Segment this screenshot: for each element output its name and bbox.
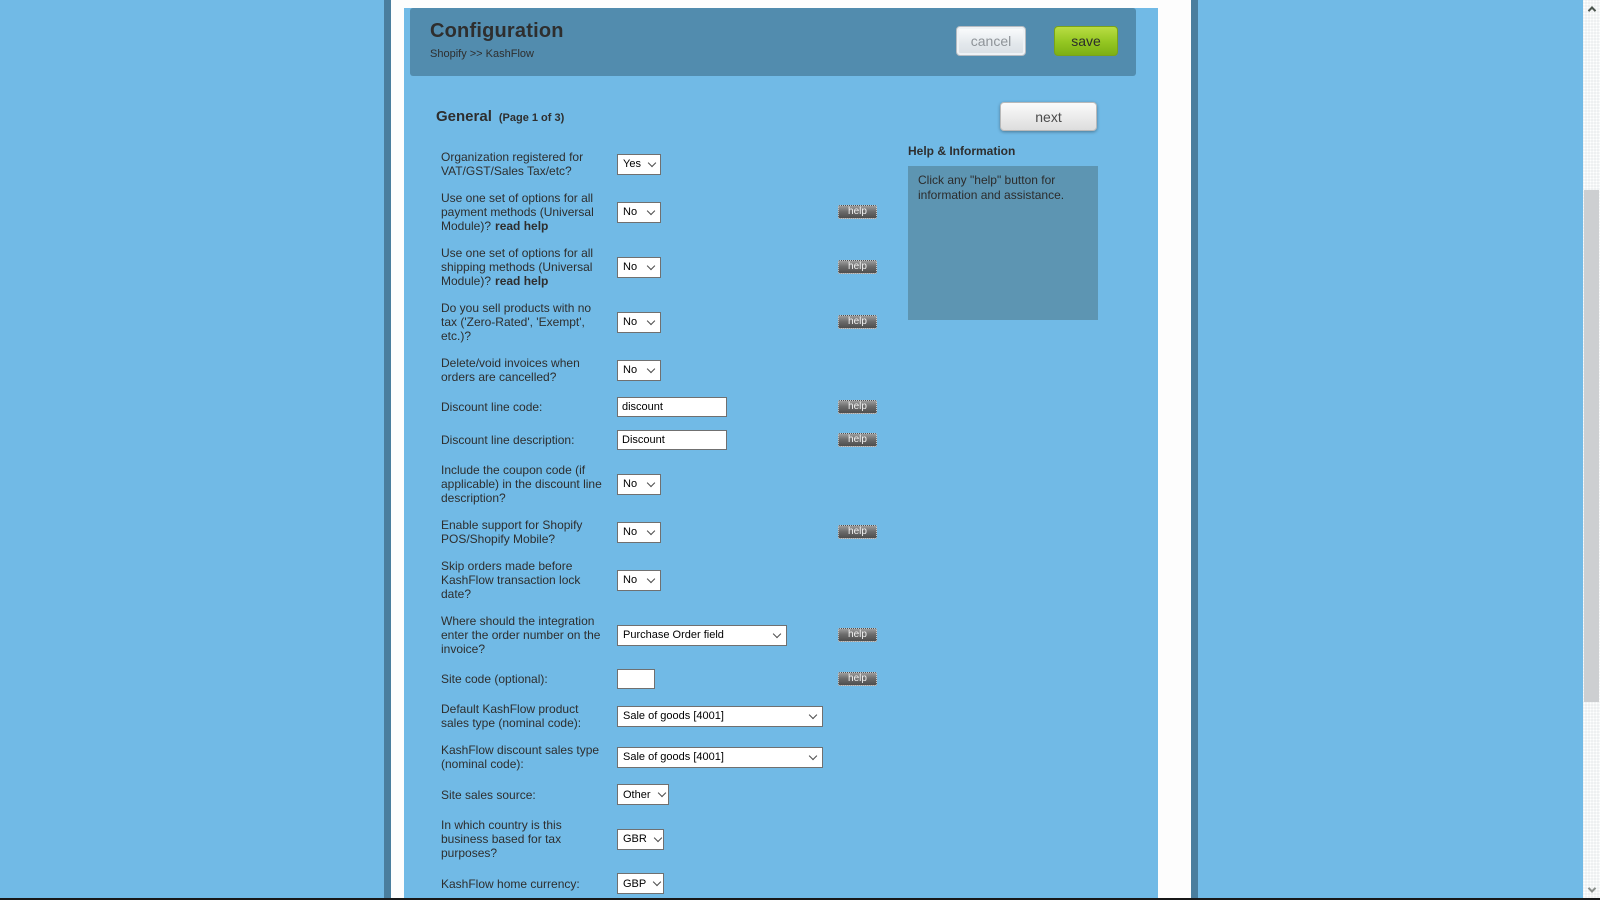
skip-orders-select[interactable]: No — [617, 570, 661, 591]
field-label: Organization registered for VAT/GST/Sales Tax/etc? — [441, 150, 584, 178]
help-button[interactable]: help — [838, 315, 877, 329]
pos-support-select[interactable]: No — [617, 522, 661, 543]
form-row-site-code — [441, 669, 921, 689]
cancel-button[interactable]: cancel — [956, 26, 1026, 56]
read-help-link[interactable]: read help — [495, 274, 549, 288]
form-row-home-currency — [441, 873, 921, 894]
field-label: Use one set of options for all shipping methods (Universal Module)? read help — [441, 246, 594, 288]
help-button[interactable]: help — [838, 433, 877, 447]
field-label: Where should the integration enter the order number on the invoice? — [441, 614, 601, 656]
chevron-down-icon — [773, 629, 781, 637]
help-panel-body: Click any "help" button for information and assistance. — [908, 166, 1098, 320]
form-row-universal-shipping — [441, 246, 921, 288]
help-button[interactable]: help — [838, 525, 877, 539]
scroll-down-icon[interactable] — [1583, 881, 1600, 898]
field-label: Site code (optional): — [441, 672, 548, 686]
discount-line-description-input[interactable] — [617, 430, 727, 450]
scroll-up-icon[interactable] — [1583, 0, 1600, 17]
scrollbar[interactable] — [1583, 0, 1600, 900]
breadcrumb: Shopify >> KashFlow — [430, 48, 534, 60]
field-label: Do you sell products with no tax ('Zero-Rated', 'Exempt', etc.)? — [441, 301, 592, 343]
scrollbar-thumb[interactable] — [1584, 190, 1599, 702]
form-row-discount-sales-type — [441, 743, 921, 771]
delete-void-invoices-select[interactable]: No — [617, 360, 661, 381]
config-header — [410, 8, 1136, 76]
next-button[interactable]: next — [1000, 102, 1097, 131]
chevron-down-icon — [657, 789, 665, 797]
header-buttons — [956, 20, 1118, 76]
field-label: In which country is this business based for tax purposes? — [441, 818, 562, 860]
section-title: General — [436, 108, 492, 125]
chevron-down-icon — [647, 364, 655, 372]
help-button[interactable]: help — [838, 400, 877, 414]
help-panel-title: Help & Information — [908, 144, 1016, 158]
universal-shipping-select[interactable]: No — [617, 257, 661, 278]
chevron-down-icon — [654, 833, 662, 841]
chevron-down-icon — [647, 526, 655, 534]
form-row-discount-line-code — [441, 397, 921, 417]
field-label: Delete/void invoices when orders are cancelled? — [441, 356, 580, 384]
form-row-delete-void-invoices — [441, 356, 921, 384]
chevron-down-icon — [647, 261, 655, 269]
section-heading — [436, 108, 564, 125]
field-label: KashFlow home currency: — [441, 876, 580, 891]
coupon-code-select[interactable]: No — [617, 474, 661, 495]
page-indicator: (Page 1 of 3) — [498, 112, 565, 124]
universal-payment-select[interactable]: No — [617, 202, 661, 223]
help-button[interactable]: help — [838, 628, 877, 642]
form-row-discount-line-description — [441, 430, 921, 450]
order-number-select[interactable]: Purchase Order field — [617, 625, 787, 646]
tax-country-select[interactable]: GBR — [617, 829, 664, 850]
chevron-down-icon — [647, 316, 655, 324]
form-row-order-number-location — [441, 614, 921, 656]
field-label: Default KashFlow product sales type (nominal code): — [441, 702, 582, 730]
chevron-down-icon — [647, 574, 655, 582]
form-row-universal-payment — [441, 191, 921, 233]
field-label: Enable support for Shopify POS/Shopify Mobile? — [441, 518, 583, 546]
field-label: Include the coupon code (if applicable) in the discount line description? — [441, 463, 602, 505]
product-sales-type-select[interactable]: Sale of goods [4001] — [617, 706, 823, 727]
form-row-site-sales-source — [441, 784, 921, 805]
form-row-product-sales-type — [441, 702, 921, 730]
read-help-link[interactable]: read help — [495, 219, 549, 233]
site-code-input[interactable] — [617, 669, 655, 689]
site-sales-source-select[interactable]: Other — [617, 784, 669, 805]
chevron-down-icon — [809, 751, 817, 759]
header-text — [430, 20, 564, 76]
discount-sales-type-select[interactable]: Sale of goods [4001] — [617, 747, 823, 768]
content-panel — [404, 8, 1158, 900]
chevron-down-icon — [647, 478, 655, 486]
help-information-panel — [908, 144, 1098, 320]
chevron-down-icon — [648, 158, 656, 166]
field-label: Discount line code: — [441, 400, 543, 414]
field-label: Site sales source: — [441, 787, 536, 802]
discount-line-code-input[interactable] — [617, 397, 727, 417]
help-button[interactable]: help — [838, 672, 877, 686]
save-button[interactable]: save — [1054, 26, 1118, 56]
field-label: Skip orders made before KashFlow transaction lock date? — [441, 559, 581, 601]
chevron-down-icon — [653, 878, 661, 886]
page-title: Configuration — [430, 20, 564, 42]
form-row-vat-registered — [441, 150, 921, 178]
page-container — [384, 0, 1198, 900]
form-row-pos-support — [441, 518, 921, 546]
home-currency-select[interactable]: GBP — [617, 873, 664, 894]
help-button[interactable]: help — [838, 205, 877, 219]
form-row-skip-orders — [441, 559, 921, 601]
help-button[interactable]: help — [838, 260, 877, 274]
field-label: KashFlow discount sales type (nominal code): — [441, 743, 600, 771]
form-row-coupon-code — [441, 463, 921, 505]
field-label: Discount line description: — [441, 433, 575, 447]
form-row-tax-country — [441, 818, 921, 860]
chevron-down-icon — [647, 206, 655, 214]
no-tax-products-select[interactable]: No — [617, 312, 661, 333]
vat-registered-select[interactable]: Yes — [617, 154, 661, 175]
form-row-no-tax-products — [441, 301, 921, 343]
chevron-down-icon — [809, 710, 817, 718]
config-form — [441, 150, 921, 900]
field-label: Use one set of options for all payment methods (Universal Module)? read help — [441, 191, 594, 233]
